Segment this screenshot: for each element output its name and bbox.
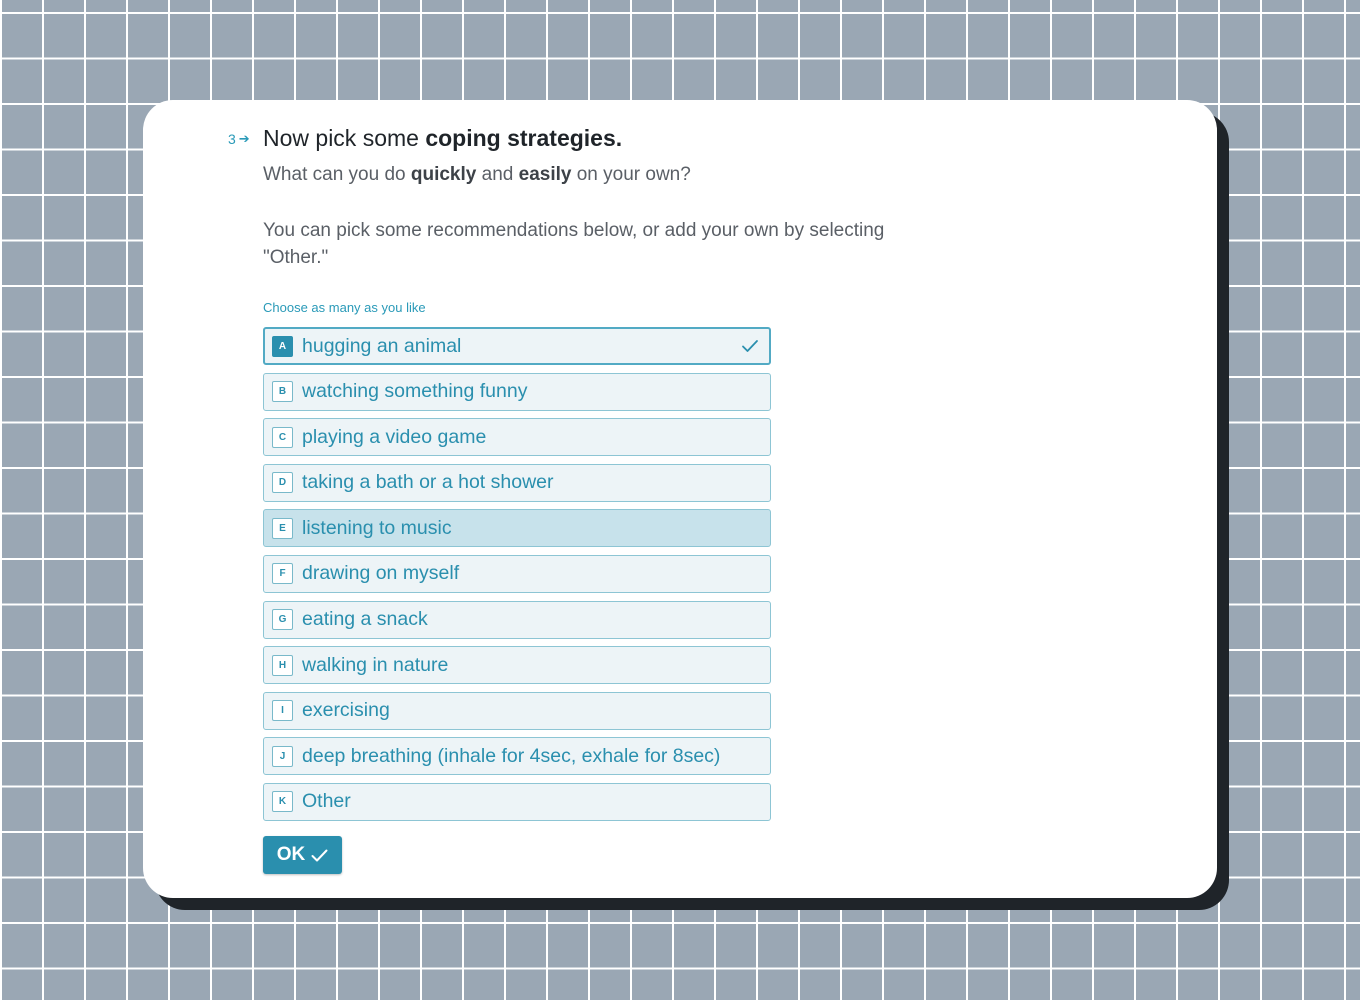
sub-prefix: What can you do [263,164,411,185]
arrow-right-icon: ➔ [238,131,250,146]
title-bold: coping strategies. [425,125,623,151]
option-f[interactable] [263,555,771,593]
option-key-badge: H [272,655,293,676]
question-number-label: 3 [228,131,236,147]
title-prefix: Now pick some [263,125,426,151]
option-e[interactable] [263,509,771,547]
option-label: deep breathing (inhale for 4sec, exhale for 8sec) [302,744,721,767]
option-h[interactable] [263,646,771,684]
ok-button-label: OK [276,844,306,865]
option-key-badge: A [272,336,293,357]
question-description: You can pick some recommendations below, or add your own by selecting "Other." [263,220,885,268]
option-label: walking in nature [302,653,449,676]
option-label: hugging an animal [302,334,462,357]
option-g[interactable] [263,601,771,639]
option-a[interactable] [263,327,771,365]
option-i[interactable] [263,692,771,730]
option-key-badge: G [272,609,293,630]
option-k[interactable] [263,783,771,821]
option-label: Other [302,790,351,813]
option-c[interactable] [263,418,771,456]
option-key-badge: F [272,563,293,584]
option-label: exercising [302,699,390,722]
option-label: watching something funny [302,380,528,403]
sub-bold-easily: easily [518,164,572,185]
option-label: listening to music [302,516,452,539]
sub-mid: and [476,164,519,185]
option-key-badge: D [272,472,293,493]
checkmark-icon [311,849,328,862]
option-key-badge: E [272,518,293,539]
option-d[interactable] [263,464,771,502]
option-label: drawing on myself [302,562,460,585]
question-number [228,131,250,147]
option-label: eating a snack [302,608,428,631]
question-title [263,125,622,152]
question-subtitle [263,164,691,186]
options-list [263,327,771,829]
option-j[interactable] [263,737,771,775]
option-label: taking a bath or a hot shower [302,471,554,494]
option-key-badge: C [272,427,293,448]
sub-bold-quickly: quickly [410,164,477,185]
option-key-badge: B [272,381,293,402]
sub-suffix: on your own? [571,164,691,185]
option-key-badge: J [272,746,293,767]
ok-button[interactable] [263,836,342,874]
choice-hint: Choose as many as you like [263,300,426,315]
option-label: playing a video game [302,425,487,448]
option-b[interactable] [263,373,771,411]
checkmark-icon [741,339,759,353]
option-key-badge: K [272,791,293,812]
option-key-badge: I [272,700,293,721]
